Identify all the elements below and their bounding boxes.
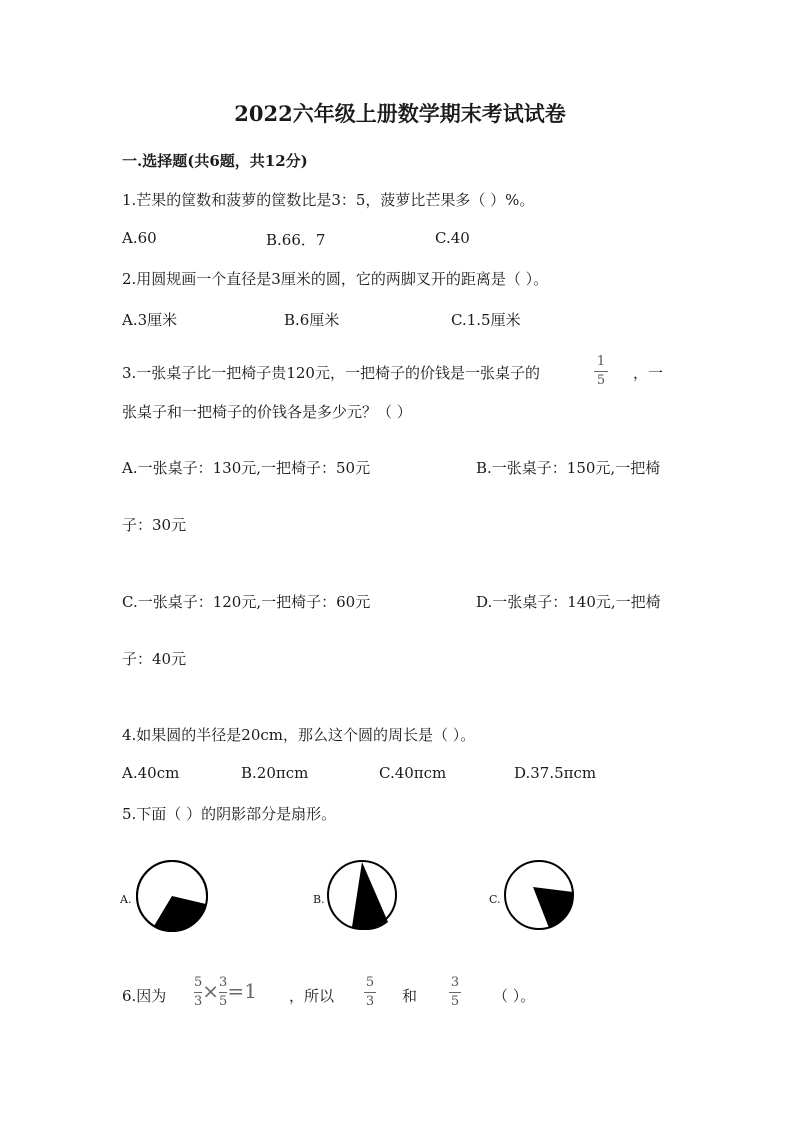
question-4-option-b: B.20πcm bbox=[241, 764, 309, 782]
question-4-option-a: A.40cm bbox=[122, 764, 180, 782]
times-sign: × bbox=[202, 979, 220, 1003]
question-2-option-c: C.1.5厘米 bbox=[451, 311, 521, 329]
question-5-stem: 5.下面（ ）的阴影部分是扇形。 bbox=[122, 805, 337, 823]
equation-fraction-2: $\frac{3}{5}$ bbox=[219, 975, 228, 1009]
question-6-fraction-3: 5 3 bbox=[365, 975, 375, 1009]
question-3-stem-part2: ，一 bbox=[633, 364, 664, 382]
question-5-option-a-label: A. bbox=[120, 893, 132, 906]
question-3-fraction bbox=[594, 354, 608, 389]
question-4-option-d: D.37.5πcm bbox=[514, 764, 597, 782]
fraction-numerator: 1 bbox=[596, 354, 606, 369]
question-3-option-d-line1: D.一张桌子：140元,一把椅 bbox=[476, 593, 661, 611]
circle-figure-a bbox=[134, 858, 212, 936]
question-6-fraction-4: 3 5 bbox=[450, 975, 460, 1009]
question-3-option-b-line2: 子：30元 bbox=[122, 516, 187, 534]
equals-one: =1 bbox=[227, 979, 257, 1003]
question-1-option-b: B.66．7 bbox=[266, 231, 326, 249]
fraction-denominator: 5 bbox=[596, 373, 606, 388]
question-1-stem: 1.芒果的筐数和菠萝的筐数比是3：5，菠萝比芒果多（ ）%。 bbox=[122, 191, 535, 209]
question-3-option-a: A.一张桌子：130元,一把椅子：50元 bbox=[122, 459, 371, 477]
question-2-option-a: A.3厘米 bbox=[122, 311, 178, 329]
question-5-option-b-label: B. bbox=[313, 893, 325, 906]
section-heading: 一.选择题(共6题，共12分) bbox=[122, 152, 308, 170]
circle-figure-b bbox=[326, 858, 398, 932]
question-3-option-d-line2: 子：40元 bbox=[122, 650, 187, 668]
question-4-stem: 4.如果圆的半径是20cm，那么这个圆的周长是（ ）。 bbox=[122, 726, 476, 744]
question-5-option-c-label: C. bbox=[489, 893, 501, 906]
equation-fraction-1: $\frac{5}{3}$ bbox=[194, 975, 203, 1009]
question-2-option-b: B.6厘米 bbox=[284, 311, 340, 329]
page-title: 2022六年级上册数学期末考试试卷 bbox=[234, 101, 566, 126]
question-1-option-c: C.40 bbox=[435, 229, 470, 247]
question-2-stem: 2.用圆规画一个直径是3厘米的圆，它的两脚叉开的距离是（ ）。 bbox=[122, 270, 549, 288]
question-4-option-c: C.40πcm bbox=[379, 764, 447, 782]
question-6-prefix: 6.因为 bbox=[122, 987, 167, 1005]
question-3-option-c: C.一张桌子：120元,一把椅子：60元 bbox=[122, 593, 371, 611]
question-3-stem-line2: 张桌子和一把椅子的价钱各是多少元？（ ） bbox=[122, 403, 412, 421]
circle-figure-c bbox=[503, 858, 575, 932]
question-3-option-b-line1: B.一张桌子：150元,一把椅 bbox=[476, 459, 661, 477]
question-6-equation bbox=[194, 975, 257, 1010]
question-3-stem-part1: 3.一张桌子比一把椅子贵120元，一把椅子的价钱是一张桌子的 bbox=[122, 364, 540, 382]
question-6-and: 和 bbox=[402, 987, 418, 1005]
question-6-middle: ，所以 bbox=[289, 987, 335, 1005]
question-1-option-a: A.60 bbox=[122, 229, 157, 247]
fraction-bar bbox=[594, 371, 608, 372]
question-6-suffix: （ ）。 bbox=[493, 987, 536, 1005]
